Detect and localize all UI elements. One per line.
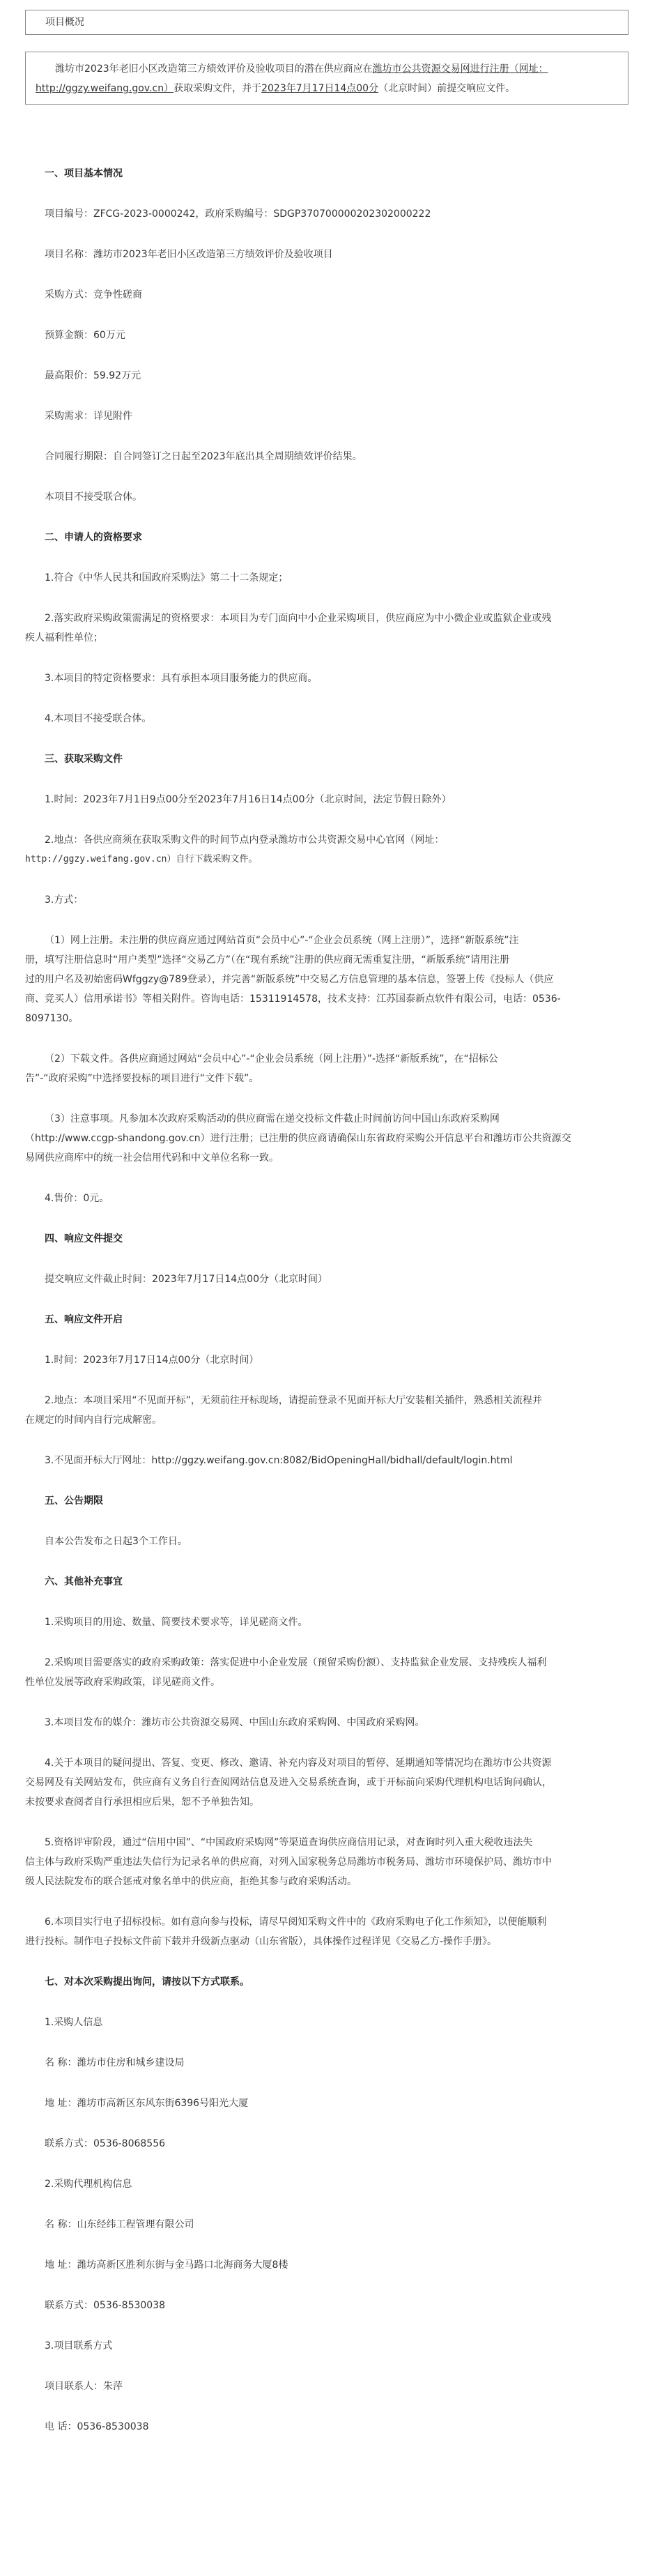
notice-line-1: （3）注意事项。凡参加本次政府采购活动的供应商需在递交投标文件截止时间前访问中国山东政府采购网 <box>45 1113 500 1125</box>
online-registration-line-2: 册，填写注册信息时“用户类型”选择“交易乙方”（在“现有系统”注册的供应商无需重复注册，“新版系统”请用注册 <box>25 954 510 966</box>
overview-text-1: 潍坊市2023年老旧小区改造第三方绩效评价及验收项目的潜在供应商应在 <box>55 63 373 75</box>
online-registration-line-4: 商、竞买人）信用承诺书》等相关附件。咨询电话：15311914578，技术支持：江苏国泰新点软件有限公司，电话：0536- <box>25 993 561 1005</box>
section-heading-basic-info: 一、项目基本情况 <box>45 168 123 179</box>
project-overview-label: 项目概况 <box>45 17 84 28</box>
purchaser-phone: 联系方式：0536-8068556 <box>45 2138 166 2149</box>
section-heading-qualifications: 二、申请人的资格要求 <box>45 532 142 543</box>
qualification-item-2-continued: 疾人福利性单位； <box>25 632 103 643</box>
purchaser-address: 地 址：潍坊市高新区东风东街6396号阳光大厦 <box>45 2098 249 2109</box>
overview-deadline: 2023年7月17日14点00分 <box>261 83 379 94</box>
project-overview-header <box>25 10 628 35</box>
section-heading-obtain-documents: 三、获取采购文件 <box>45 754 123 765</box>
download-file-line-1: （2）下载文件。各供应商通过网站“会员中心”-“企业会员系统（网上注册）”-选择“新版系统”，在“招标公 <box>45 1053 498 1065</box>
notice-line-2: （http://www.ccgp-shandong.gov.cn）进行注册；已注册的供应商请确保山东省政府采购公开信息平台和潍坊市公共资源交 <box>25 1133 571 1144</box>
online-registration-line-1: （1）网上注册。未注册的供应商应通过网站首页“会员中心”-“企业会员系统（网上注册）”，选择“新版系统”注 <box>45 935 519 946</box>
other-item-2-line-2: 性单位发展等政府采购政策，详见磋商文件。 <box>25 1677 220 1688</box>
project-contact-phone: 电 话：0536-8530038 <box>45 2421 149 2432</box>
section-heading-submission: 四、响应文件提交 <box>45 1233 123 1244</box>
online-registration-line-5: 8097130。 <box>25 1013 79 1024</box>
qualification-item-2: 2.落实政府采购政策需满足的资格要求：本项目为专门面向中小企业采购项目，供应商应为中小微企业或监狱企业或残 <box>45 613 552 624</box>
no-consortium-note: 本项目不接受联合体。 <box>45 491 142 503</box>
download-file-line-2: 告”-“政府采购”中选择要投标的项目进行“文件下载”。 <box>25 1073 259 1084</box>
section-heading-contact: 七、对本次采购提出询问，请按以下方式联系。 <box>45 1976 249 1988</box>
maximum-price: 最高限价：59.92万元 <box>45 370 141 381</box>
other-item-1: 1.采购项目的用途、数量、简要技术要求等，详见磋商文件。 <box>45 1617 308 1628</box>
other-item-4-line-2: 交易网及有关网站发布，供应商有义务自行查阅网站信息及进入交易系统查询，或于开标前向采购代理机构电话询问确认， <box>25 1777 552 1788</box>
contract-period: 合同履行期限：自合同签订之日起至2023年底出具全周期绩效评价结果。 <box>45 451 362 462</box>
project-contact-person: 项目联系人：朱萍 <box>45 2381 123 2392</box>
obtain-location: 2.地点：各供应商须在获取采购文件的时间节点内登录潍坊市公共资源交易中心官网（网址： <box>45 834 445 846</box>
opening-time: 1.时间：2023年7月17日14点00分（北京时间） <box>45 1355 259 1366</box>
agency-phone: 联系方式：0536-8530038 <box>45 2300 166 2311</box>
qualification-item-1: 1.符合《中华人民共和国政府采购法》第二十二条规定； <box>45 572 288 584</box>
obtain-time: 1.时间：2023年7月1日9点00分至2023年7月16日14点00分（北京时间，法定节假日除外） <box>45 794 452 805</box>
other-item-5-line-3: 级人民法院发布的联合惩戒对象名单中的供应商，拒绝其参与政府采购活动。 <box>25 1876 357 1887</box>
other-item-2-line-1: 2.采购项目需要落实的政府采购政策：落实促进中小企业发展（预留采购份额）、支持监狱企业发展、支持残疾人福利 <box>45 1657 547 1668</box>
project-number: 项目编号：ZFCG-2023-0000242，政府采购编号：SDGP370700000202302000222 <box>45 208 431 220</box>
other-item-3: 3.本项目发布的媒介：潍坊市公共资源交易网、中国山东政府采购网、中国政府采购网。 <box>45 1717 425 1728</box>
obtain-location-url[interactable]: http://ggzy.weifang.gov.cn）自行下载采购文件。 <box>25 854 258 864</box>
overview-text-3: （北京时间）前提交响应文件。 <box>378 83 516 94</box>
obtain-method-label: 3.方式： <box>45 894 84 906</box>
procurement-method: 采购方式：竞争性磋商 <box>45 289 142 300</box>
budget-amount: 预算金额：60万元 <box>45 330 125 341</box>
agency-info-label: 2.采购代理机构信息 <box>45 2179 132 2190</box>
online-registration-line-3: 过的用户名及初始密码Wfggzy@789登录），并完善“新版系统”中交易乙方信息管理的基本信息，签署上传《投标人（供应 <box>25 974 554 985</box>
opening-location-line-2: 在规定的时间内自行完成解密。 <box>25 1415 162 1426</box>
section-heading-opening: 五、响应文件开启 <box>45 1314 123 1325</box>
qualification-item-3: 3.本项目的特定资格要求：具有承担本项目服务能力的供应商。 <box>45 673 318 684</box>
qualification-item-4: 4.本项目不接受联合体。 <box>45 713 152 724</box>
section-heading-other-matters: 六、其他补充事宜 <box>45 1576 123 1587</box>
other-item-6-line-1: 6.本项目实行电子招标投标。如有意向参与投标，请尽早阅知采购文件中的《政府采购电子化工作须知》，以便能顺利 <box>45 1916 547 1928</box>
opening-location-line-1: 2.地点：本项目采用“不见面开标”，无须前往开标现场，请提前登录不见面开标大厅安装相关插件，熟悉相关流程并 <box>45 1395 542 1406</box>
purchaser-info-label: 1.采购人信息 <box>45 2017 103 2028</box>
other-item-4-line-1: 4.关于本项目的疑问提出、答复、变更、修改、邀请、补充内容及对项目的暂停、延期通知等情况均在潍坊市公共资源 <box>45 1758 552 1769</box>
other-item-5-line-1: 5.资格评审阶段，通过“信用中国”、“中国政府采购网”等渠道查询供应商信用记录，对查询时列入重大税收违法失 <box>45 1837 533 1848</box>
agency-name: 名 称：山东经纬工程管理有限公司 <box>45 2219 194 2230</box>
project-name: 项目名称：潍坊市2023年老旧小区改造第三方绩效评价及验收项目 <box>45 249 333 260</box>
overview-text-2: 获取采购文件，并于 <box>173 83 262 94</box>
online-opening-hall-url[interactable]: 3.不见面开标大厅网址：http://ggzy.weifang.gov.cn:8082/BidOpeningHall/bidhall/default/login.html <box>45 1455 513 1466</box>
agency-address: 地 址：潍坊高新区胜利东街与金马路口北海商务大厦8楼 <box>45 2259 288 2271</box>
section-heading-notice-period: 五、公告期限 <box>45 1495 103 1507</box>
overview-paragraph <box>36 59 618 98</box>
overview-registration-link[interactable]: 潍坊市公共资源交易网进行注册（网址： <box>372 63 548 75</box>
overview-website-link[interactable]: http://ggzy.weifang.gov.cn） <box>36 83 174 94</box>
other-item-5-line-2: 信主体与政府采购严重违法失信行为记录名单的供应商，对列入国家税务总局潍坊市税务局、潍坊市环境保护局、潍坊市中 <box>25 1857 552 1868</box>
project-overview-box <box>25 52 628 105</box>
notice-line-3: 易网供应商库中的统一社会信用代码和中文单位名称一致。 <box>25 1152 279 1164</box>
document-price: 4.售价：0元。 <box>45 1193 109 1204</box>
submission-deadline: 提交响应文件截止时间：2023年7月17日14点00分（北京时间） <box>45 1274 327 1285</box>
project-contact-label: 3.项目联系方式 <box>45 2340 113 2352</box>
purchaser-name: 名 称：潍坊市住房和城乡建设局 <box>45 2057 185 2068</box>
other-item-6-line-2: 进行投标。制作电子投标文件前下载并升级新点驱动（山东省版），具体操作过程详见《交易乙方-操作手册》。 <box>25 1936 497 1947</box>
other-item-4-line-3: 未按要求查阅者自行承担相应后果，恕不予单独告知。 <box>25 1797 259 1808</box>
notice-period: 自本公告发布之日起3个工作日。 <box>45 1536 187 1547</box>
procurement-requirements: 采购需求：详见附件 <box>45 411 132 422</box>
